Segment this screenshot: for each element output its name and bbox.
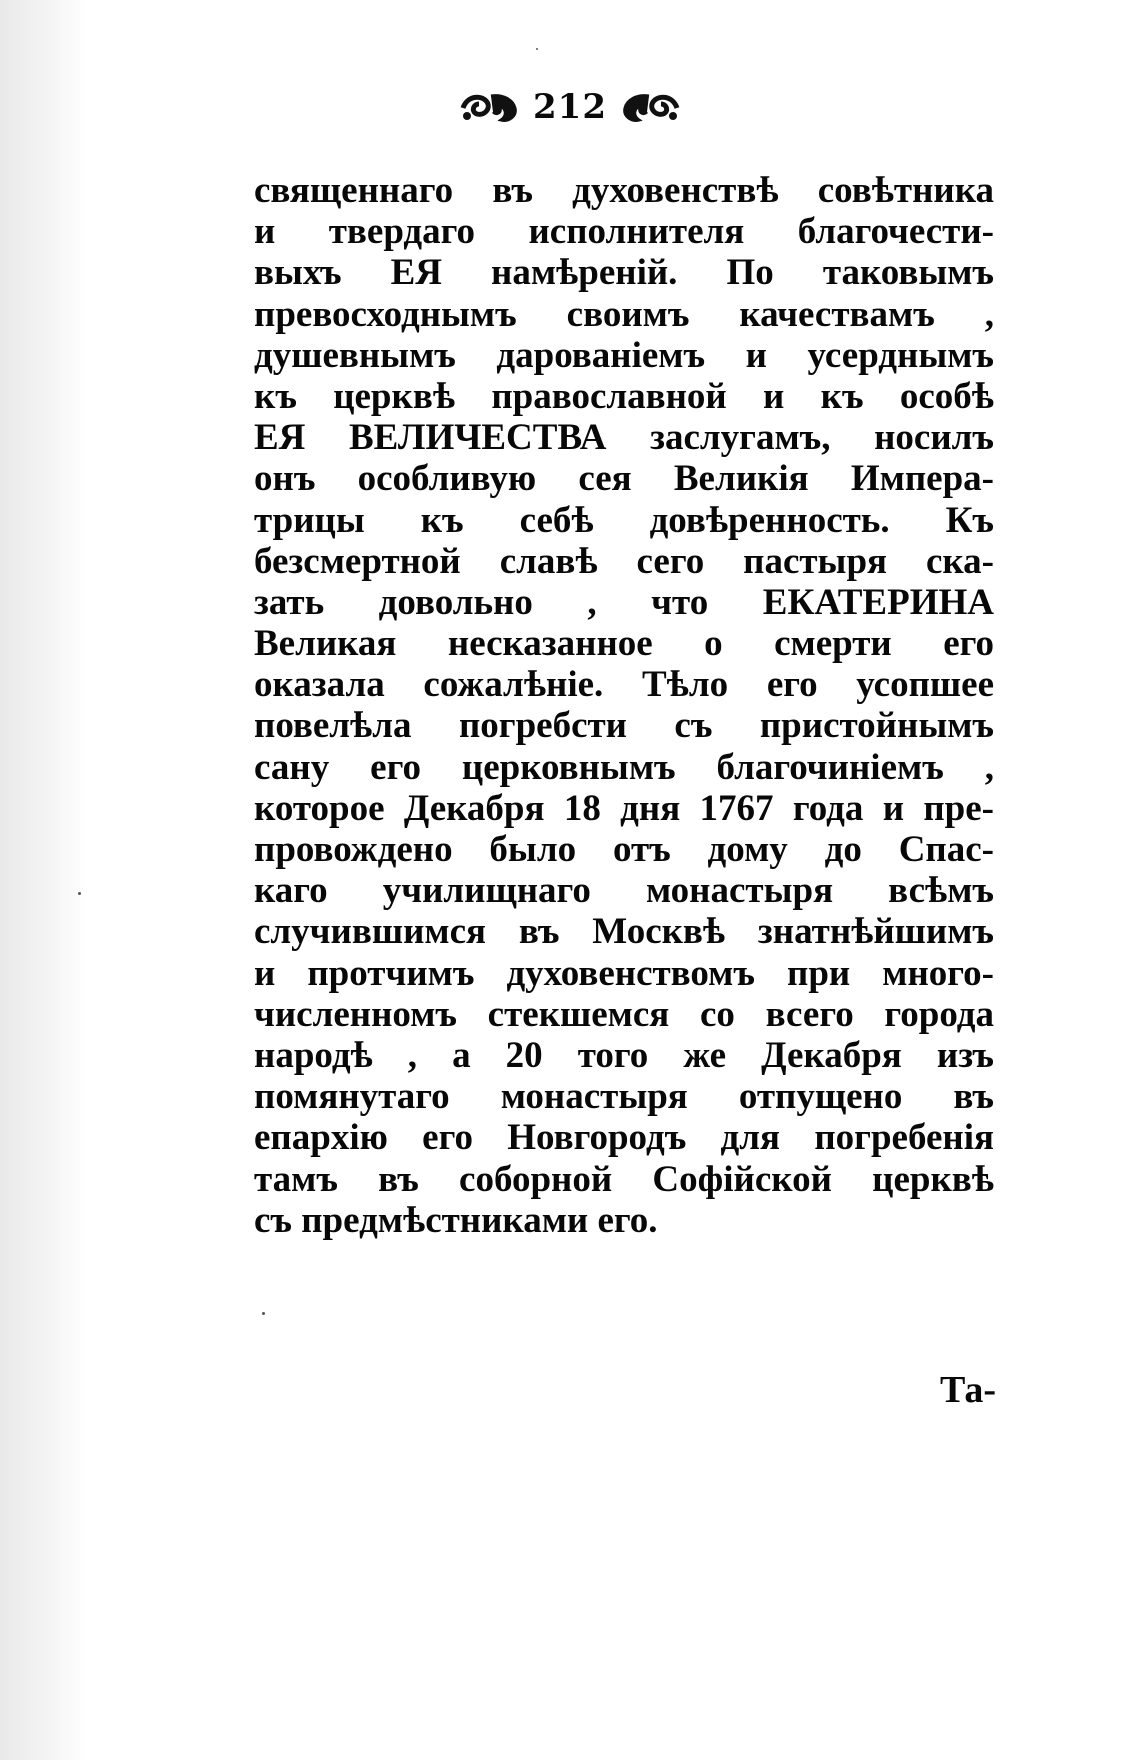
text-line: и твердаго исполнителя благочести- bbox=[254, 211, 994, 253]
text-line: народѣ , а 20 того же Декабря изъ bbox=[254, 1034, 994, 1076]
text-line: выхъ ЕЯ намѣреній. По таковымъ bbox=[254, 252, 994, 294]
text-line: которое Декабря 18 дня 1767 года и пре- bbox=[254, 787, 994, 829]
text-line: случившимся въ Москвѣ знатнѣйшимъ bbox=[254, 911, 994, 953]
text-line: численномъ стекшемся со всего города bbox=[254, 993, 994, 1035]
text-line: къ церквѣ православной и къ особѣ bbox=[254, 375, 994, 417]
page-gutter-shadow bbox=[0, 0, 88, 1760]
text-line: помянутаго монастыря отпущено въ bbox=[254, 1076, 994, 1118]
text-line: превосходнымъ своимъ качествамъ , bbox=[254, 293, 994, 335]
text-line: повелѣла погребсти съ пристойнымъ bbox=[254, 705, 994, 747]
catchword: Та- bbox=[940, 1369, 997, 1411]
text-line: священнаго въ духовенствѣ совѣтника bbox=[254, 170, 994, 211]
paper-speck bbox=[262, 1312, 265, 1315]
text-line: безсмертной славѣ сего пастыря ска- bbox=[254, 540, 994, 582]
paper-speck bbox=[536, 48, 538, 50]
text-line: ЕЯ ВЕЛИЧЕСТВА заслугамъ, носилъ bbox=[254, 417, 994, 459]
body-text bbox=[254, 170, 994, 1241]
text-line: сану его церковнымъ благочиніемъ , bbox=[254, 746, 994, 788]
paper-speck bbox=[78, 892, 81, 895]
text-line: зать довольно , что ЕКАТЕРИНА bbox=[254, 581, 994, 623]
text-line: трицы къ себѣ довѣренность. Къ bbox=[254, 499, 994, 541]
running-header bbox=[0, 82, 1140, 132]
page-number: 212 bbox=[533, 87, 607, 127]
text-line: Великая несказанное о смерти его bbox=[254, 623, 994, 665]
text-line: и протчимъ духовенствомъ при много- bbox=[254, 952, 994, 994]
text-line: съ предмѣстниками его. bbox=[254, 1199, 658, 1241]
text-line: епархію его Новгородъ для погребенія bbox=[254, 1117, 994, 1159]
text-line: каго училищнаго монастыря всѣмъ bbox=[254, 870, 994, 912]
text-line: онъ особливую сея Великія Импера- bbox=[254, 458, 994, 500]
text-line: провождено было отъ дому до Спас- bbox=[254, 829, 994, 870]
ornament-right-icon bbox=[617, 90, 683, 124]
text-line: тамъ въ соборной Софійской церквѣ bbox=[254, 1158, 994, 1200]
text-line: оказала сожалѣніе. Тѣло его усопшее bbox=[254, 664, 994, 706]
text-line: душевнымъ дарованіемъ и усерднымъ bbox=[254, 334, 994, 376]
ornament-left-icon bbox=[457, 90, 523, 124]
